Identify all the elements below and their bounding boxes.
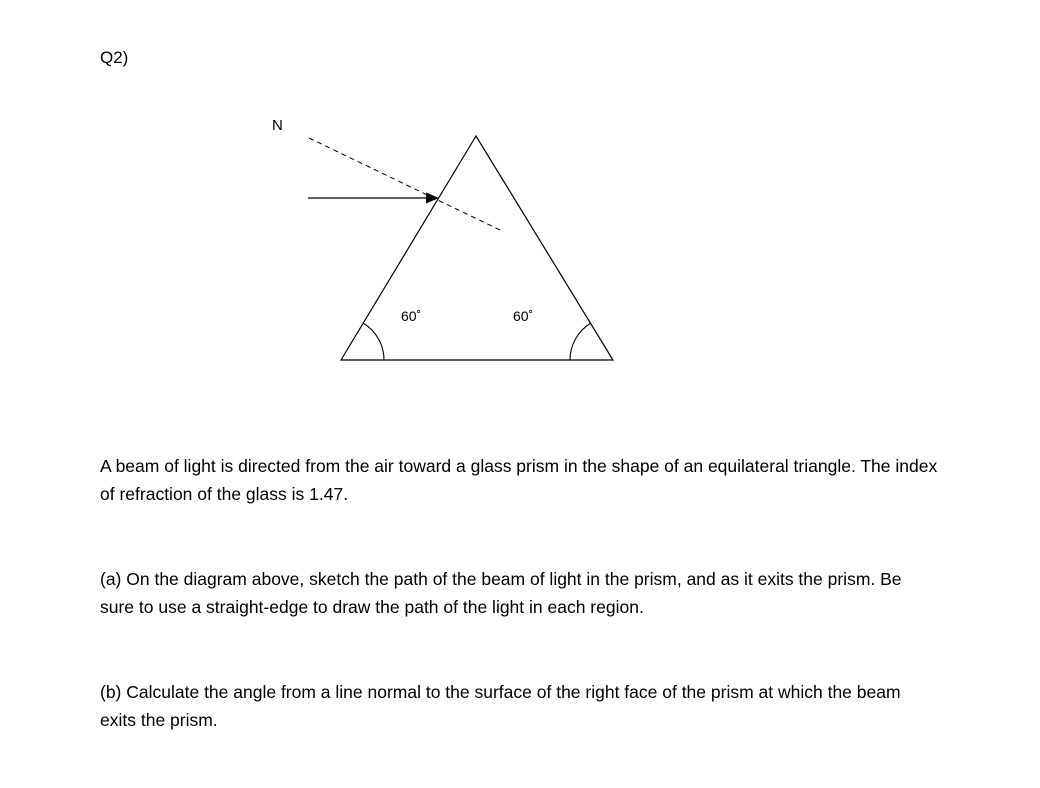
problem-statement: A beam of light is directed from the air toward a glass prism in the shape of an equilateral triangle. The index of refraction of the glass is 1.47. (100, 456, 938, 504)
right-angle-label: 60˚ (513, 308, 534, 324)
part-b-text: (b) Calculate the angle from a line normal to the surface of the right face of the prism at which the beam exits the prism. (100, 682, 901, 730)
prism-triangle (341, 136, 613, 360)
incident-ray-arrowhead (426, 193, 439, 204)
right-angle-arc (570, 323, 591, 360)
left-angle-label: 60˚ (401, 308, 422, 324)
question-number: Q2) (100, 48, 129, 67)
normal-label: N (272, 117, 283, 134)
left-angle-arc (363, 323, 384, 360)
normal-line (309, 138, 500, 230)
part-a-text: (a) On the diagram above, sketch the path of the beam of light in the prism, and as it exits the prism. Be sure to use a straight-edge to draw the path of the light in each region. (100, 569, 902, 617)
